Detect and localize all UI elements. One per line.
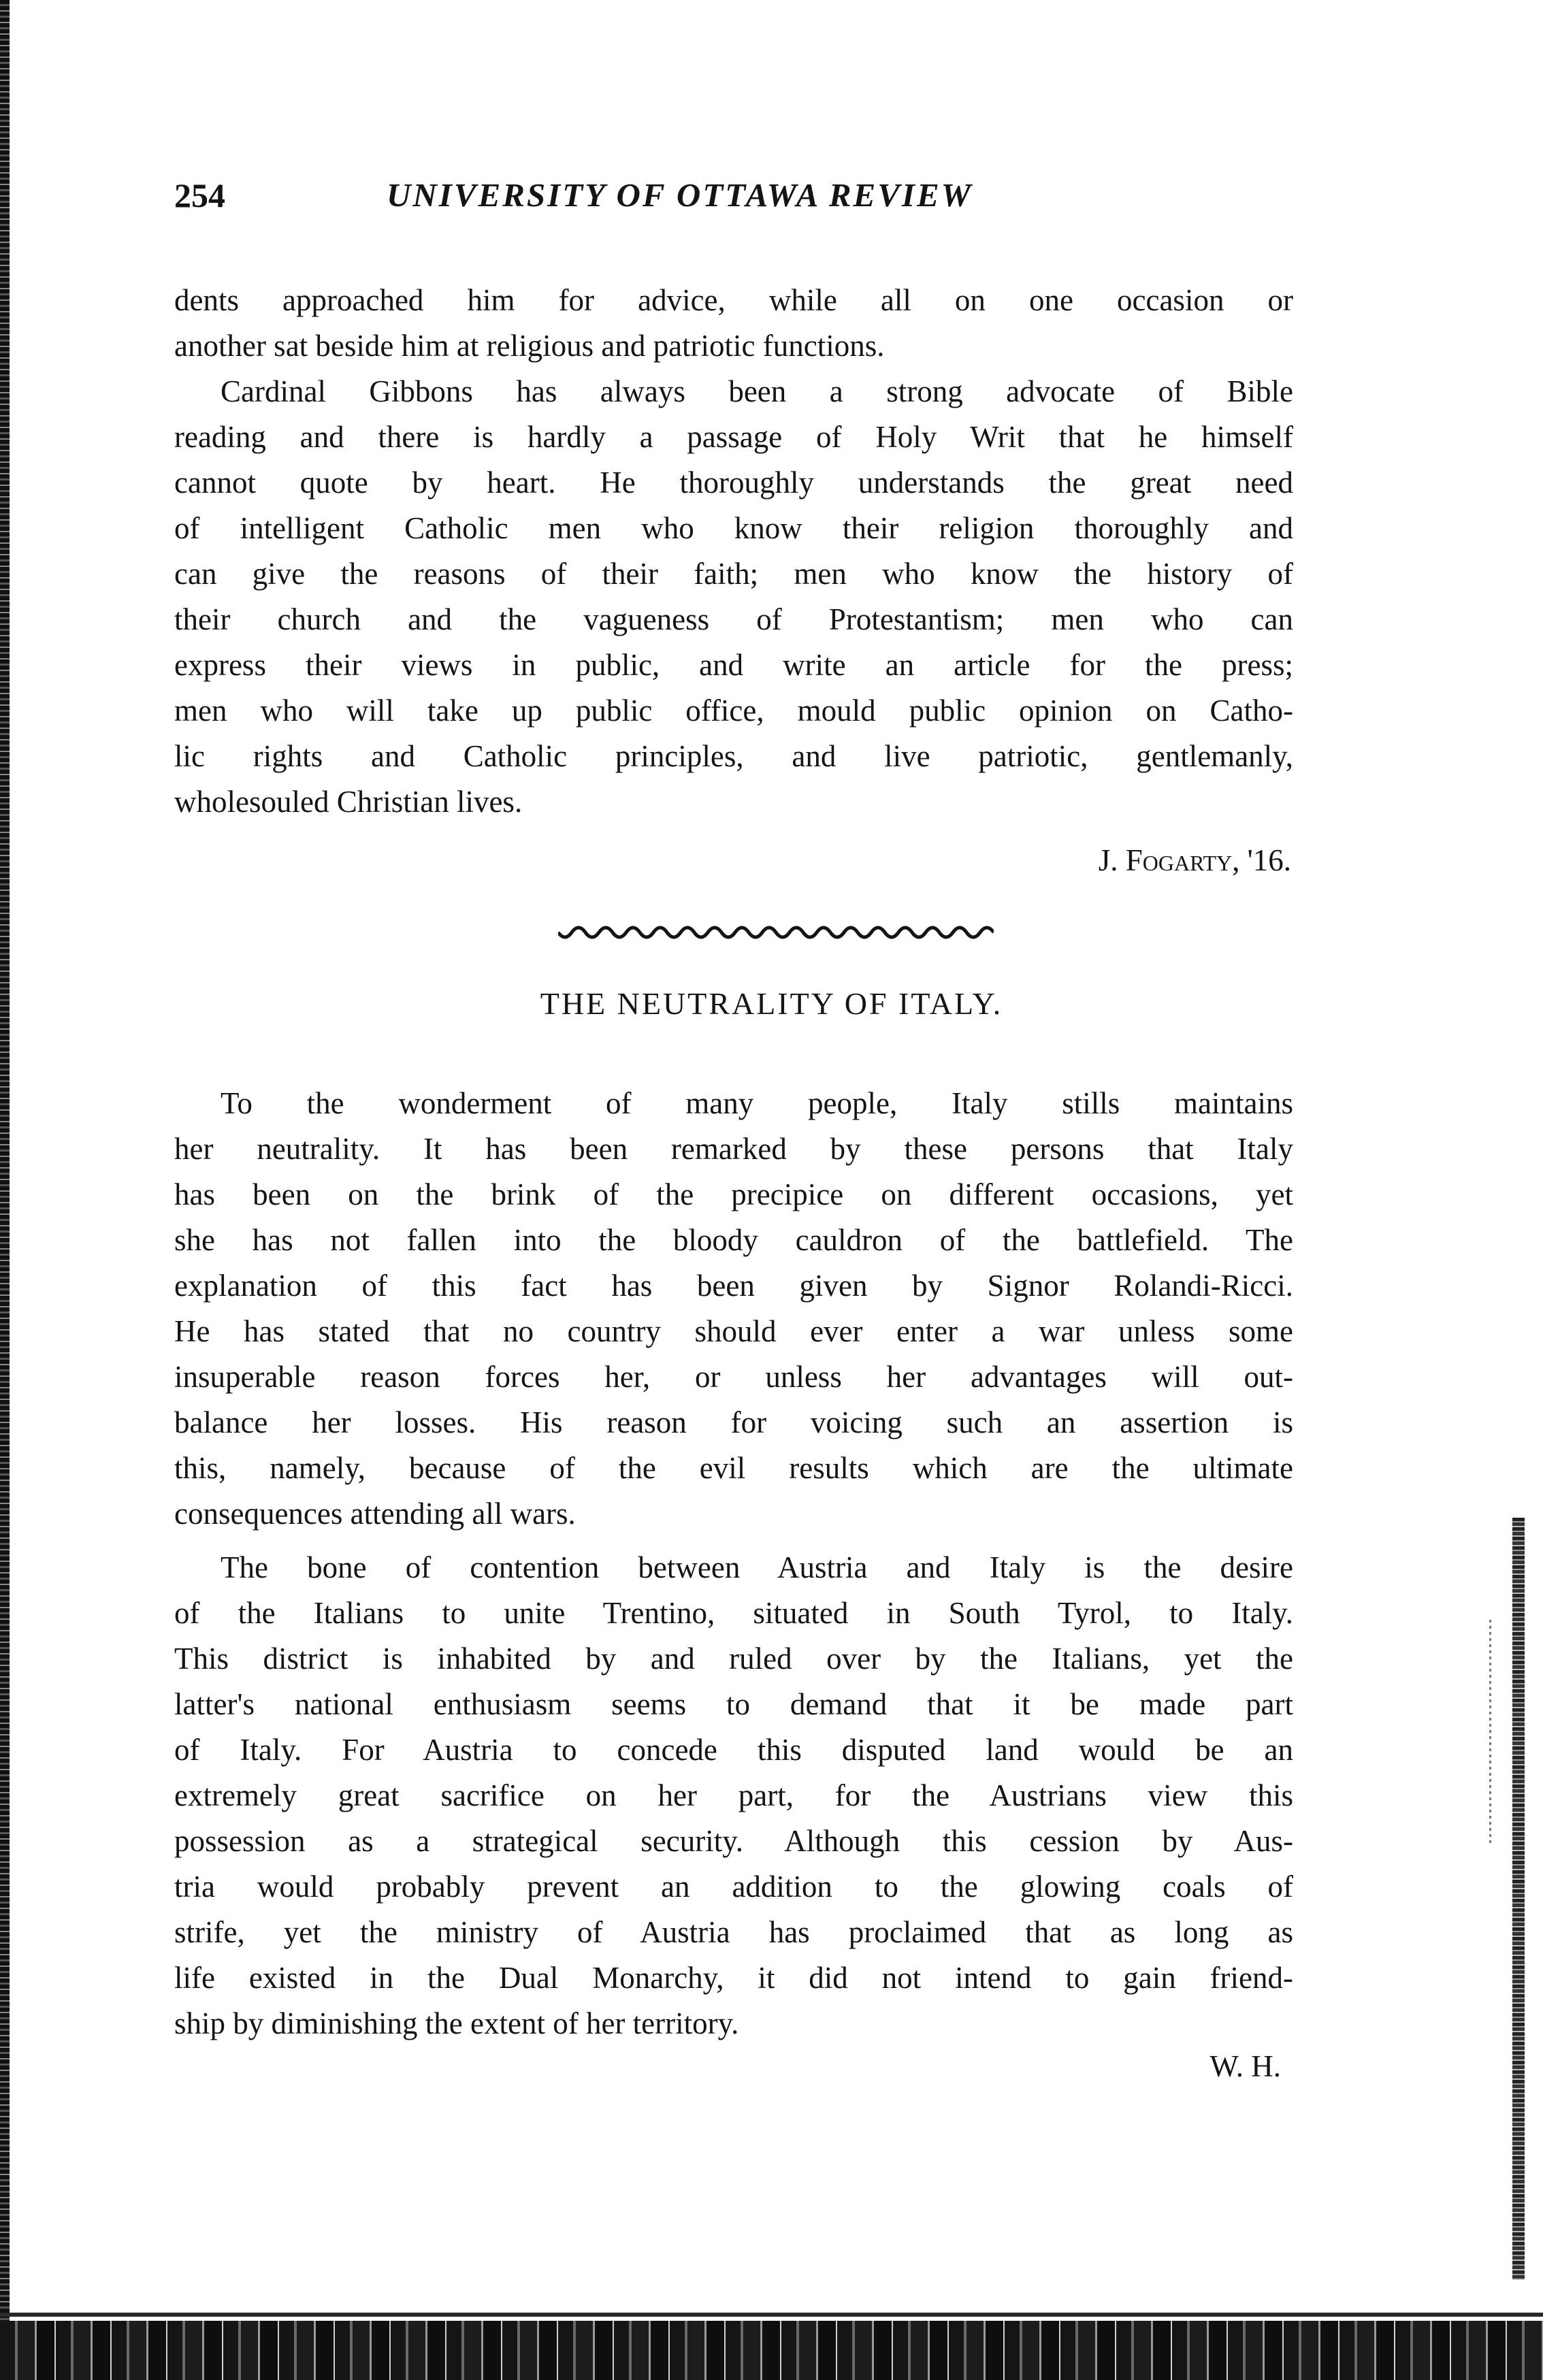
signature-initial: J. F xyxy=(1098,843,1143,877)
article2-title: THE NEUTRALITY OF ITALY. xyxy=(540,986,1003,1021)
text-line: reading and there is hardly a passage of Holy Writ that he himself xyxy=(174,420,1293,454)
text-line: of intelligent Catholic men who know their religion thoroughly and xyxy=(174,511,1293,545)
text-line: tria would probably prevent an addition to the glowing coals of xyxy=(174,1870,1293,1904)
page-header xyxy=(174,176,1297,223)
article1-paragraph-1 xyxy=(174,278,1293,369)
text-line: explanation of this fact has been given by Signor Rolandi-Ricci. xyxy=(174,1269,1293,1303)
text-line: express their views in public, and write an article for the press; xyxy=(174,648,1293,682)
text-line: balance her losses. His reason for voicing such an assertion is xyxy=(174,1405,1293,1439)
text-line: This district is inhabited by and ruled over by the Italians, yet the xyxy=(174,1642,1293,1676)
running-head: UNIVERSITY OF OTTAWA REVIEW xyxy=(387,176,973,214)
text-line: wholesouled Christian lives. xyxy=(174,785,523,819)
text-line: latter's national enthusiasm seems to demand that it be made part xyxy=(174,1687,1293,1721)
article2-paragraph-2 xyxy=(174,1545,1293,2047)
page-number: 254 xyxy=(174,176,225,214)
text-line: strife, yet the ministry of Austria has proclaimed that as long as xyxy=(174,1915,1293,1949)
text-line: her neutrality. It has been remarked by these persons that Italy xyxy=(174,1132,1293,1166)
text-line: To the wonderment of many people, Italy stills maintains xyxy=(221,1086,1293,1120)
text-line: another sat beside him at religious and patriotic functions. xyxy=(174,329,885,363)
text-line: Cardinal Gibbons has always been a strong advocate of Bible xyxy=(221,374,1293,408)
text-line: cannot quote by heart. He thoroughly understands the great need xyxy=(174,466,1293,500)
text-line: can give the reasons of their faith; men who know the history of xyxy=(174,557,1293,591)
text-line: dents approached him for advice, while all on one occasion or xyxy=(174,283,1293,317)
text-line: she has not fallen into the bloody cauldron of the battlefield. The xyxy=(174,1223,1293,1257)
article1-signature xyxy=(1099,843,1291,878)
text-line: has been on the brink of the precipice on different occasions, yet xyxy=(174,1177,1293,1211)
article2-signature: W. H. xyxy=(1209,2049,1281,2083)
scan-border-right xyxy=(1512,1518,1525,2280)
text-line: of the Italians to unite Trentino, situated in South Tyrol, to Italy. xyxy=(174,1596,1293,1630)
text-line: He has stated that no country should ever enter a war unless some xyxy=(174,1314,1293,1348)
text-line: insuperable reason forces her, or unless her advantages will out- xyxy=(174,1360,1293,1394)
scan-border-left xyxy=(0,0,10,2380)
scan-border-bottom xyxy=(0,2321,1543,2380)
text-line: consequences attending all wars. xyxy=(174,1497,576,1531)
text-line: The bone of contention between Austria and Italy is the desire xyxy=(221,1550,1293,1584)
section-divider-ornament xyxy=(558,924,994,947)
signature-year: , '16. xyxy=(1232,843,1291,877)
text-line: ship by diminishing the extent of her territory. xyxy=(174,2006,739,2040)
text-line: of Italy. For Austria to concede this disputed land would be an xyxy=(174,1733,1293,1767)
scan-mark-right-faint xyxy=(1489,1620,1491,1844)
text-line: this, namely, because of the evil results which are the ultimate xyxy=(174,1451,1293,1485)
text-line: their church and the vagueness of Protestantism; men who can xyxy=(174,602,1293,636)
text-line: men who will take up public office, mould public opinion on Catho- xyxy=(174,694,1293,728)
text-line: lic rights and Catholic principles, and live patriotic, gentlemanly, xyxy=(174,739,1293,773)
scan-border-bottom-line xyxy=(0,2313,1543,2317)
signature-surname: ogarty xyxy=(1142,843,1233,877)
article2-paragraph-1 xyxy=(174,1081,1293,1537)
article1-paragraph-2 xyxy=(174,369,1293,825)
text-line: life existed in the Dual Monarchy, it did not intend to gain friend- xyxy=(174,1961,1293,1995)
text-line: possession as a strategical security. Although this cession by Aus- xyxy=(174,1824,1293,1858)
text-line: extremely great sacrifice on her part, for the Austrians view this xyxy=(174,1778,1293,1812)
